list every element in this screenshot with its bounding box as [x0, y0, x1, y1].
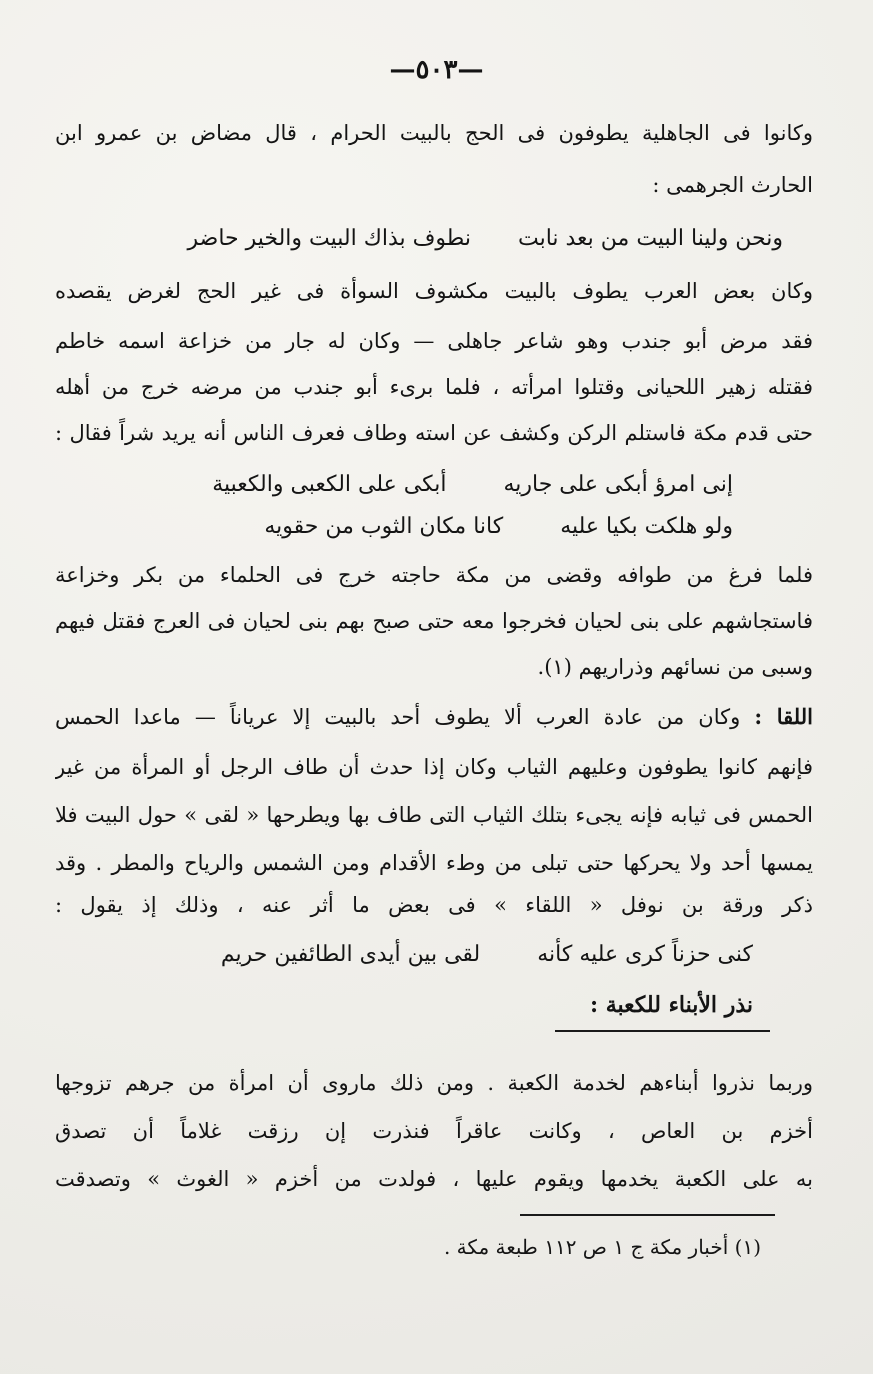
- poem-hemistich: إنى امرؤ أبكى على جاريه: [503, 472, 733, 497]
- text-line: وكانوا فى الجاهلية يطوفون فى الحج بالبيت الحرام ، قال مضاض بن عمرو ابن: [55, 121, 813, 145]
- text-line: يمسها أحد ولا يحركها حتى تبلى من وطء الأقدام ومن الشمس والرياح والمطر . وقد: [55, 851, 813, 875]
- text-line: أخزم بن العاص ، وكانت عاقراً فنذرت إن رزقت غلاماً أن تصدق: [55, 1119, 813, 1143]
- text-line: الحمس فى ثيابه فإنه يجىء بتلك الثياب التى طاف بها ويطرحها « لقى » حول البيت فلا: [55, 803, 813, 827]
- poem-hemistich: أبكى على الكعبى والكعبية: [212, 472, 447, 497]
- text-line: فقتله زهير اللحيانى وقتلوا امرأته ، فلما برىء أبو جندب من مرضه خرج من أهله: [55, 375, 813, 399]
- footnote-separator: [520, 1214, 775, 1216]
- poem-hemistich: نطوف بذاك البيت والخير حاضر: [187, 226, 471, 251]
- text-line: فلما فرغ من طوافه وقضى من مكة حاجته خرج فى الحلماء من بكر وخزاعة: [55, 563, 813, 587]
- poem-verse: [264, 512, 733, 542]
- poem-hemistich: ونحن ولينا البيت من بعد نابت: [517, 226, 783, 251]
- poem-verse: [188, 224, 784, 254]
- text-line: [55, 702, 813, 732]
- section-subheading: نذر الأبناء للكعبة :: [589, 992, 753, 1018]
- text-line: به على الكعبة يخدمها ويقوم عليها ، فولدت من أخزم « الغوث » وتصدقت: [55, 1167, 813, 1191]
- subheading-underline: [555, 1030, 770, 1032]
- text-line: وربما نذروا أبناءهم لخدمة الكعبة . ومن ذلك ماروى أن امرأة من جرهم تزوجها: [55, 1071, 813, 1095]
- poem-verse: [212, 470, 733, 500]
- footnote: (١) أخبار مكة ج ١ ص ١١٢ طبعة مكة .: [443, 1235, 761, 1259]
- poem-hemistich: لقى بين أيدى الطائفين حريم: [220, 942, 481, 967]
- poem-verse: [221, 940, 753, 970]
- text-line: فقد مرض أبو جندب وهو شاعر جاهلى — وكان له جار من خزاعة اسمه خاطم: [55, 329, 813, 353]
- poem-hemistich: كنى حزناً كرى عليه كأنه: [537, 942, 753, 967]
- page-number: —٥٠٣—: [389, 55, 484, 85]
- poem-hemistich: كانا مكان الثوب من حقويه: [264, 514, 504, 539]
- text-line: فإنهم كانوا يطوفون وعليهم الثياب وكان إذا حدث أن طاف الرجل أو المرأة من غير: [55, 755, 813, 779]
- text-line: حتى قدم مكة فاستلم الركن وكشف عن استه وطاف فعرف الناس أنه يريد شراً فقال :: [55, 421, 813, 445]
- text-line-content: وكان من عادة العرب ألا يطوف أحد بالبيت إلا عرياناً — ماعدا الحمس: [55, 705, 741, 729]
- text-line: ذكر ورقة بن نوفل « اللقاء » فى بعض ما أثر عنه ، وذلك إذ يقول :: [55, 893, 813, 917]
- section-heading: اللقا :: [754, 704, 813, 729]
- text-line: وسبى من نسائهم وذراريهم (١).: [537, 655, 813, 679]
- poem-hemistich: ولو هلكت بكيا عليه: [560, 514, 733, 539]
- text-line: الحارث الجرهمى :: [652, 173, 813, 197]
- text-line: فاستجاشهم على بنى لحيان فخرجوا معه حتى صبح بهم بنى لحيان فى العرج فقتل فيهم: [55, 609, 813, 633]
- text-line: وكان بعض العرب يطوف بالبيت مكشوف السوأة فى غير الحج لغرض يقصده: [55, 279, 813, 303]
